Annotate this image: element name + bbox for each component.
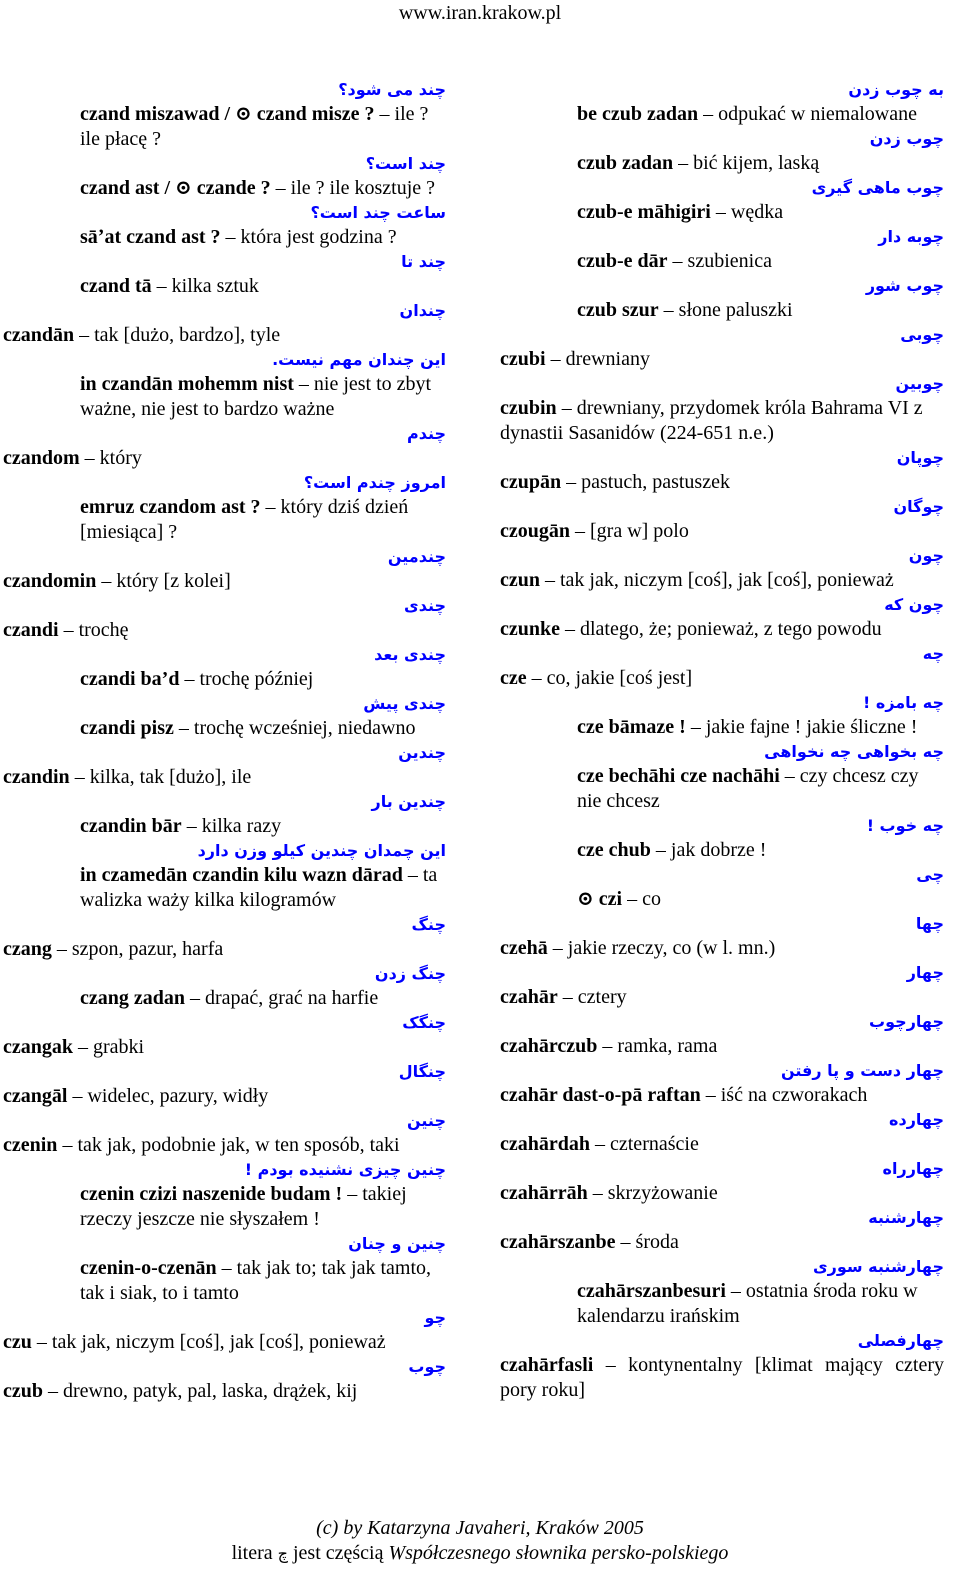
dictionary-entry	[3, 471, 446, 545]
translation: – co	[622, 888, 661, 910]
persian-headword: چنین و چنان	[348, 1234, 446, 1253]
persian-headword: چو	[424, 1308, 446, 1327]
entry-definition	[3, 937, 446, 962]
dictionary-entry	[3, 594, 446, 643]
persian-headword: چهارشنبه سوری	[812, 1257, 944, 1276]
transliteration: czahārfasli	[500, 1354, 594, 1376]
dictionary-entry	[3, 152, 446, 201]
transliteration: cze bechāhi cze nachāhi	[577, 765, 780, 787]
transliteration: czahārszanbesuri	[577, 1280, 726, 1302]
transliteration: czub szur	[577, 299, 659, 321]
transliteration: czunke	[500, 618, 560, 640]
dictionary-entry	[3, 1158, 446, 1232]
entry-definition	[3, 225, 446, 250]
dictionary-entry	[3, 962, 446, 1011]
translation: – środa	[615, 1231, 679, 1253]
persian-headword: چندی پیش	[363, 694, 446, 713]
transliteration: czandi	[3, 619, 59, 641]
entry-definition	[500, 985, 944, 1010]
persian-headword: چندین بار	[371, 792, 446, 811]
source-middle: jest częścią	[287, 1542, 389, 1564]
translation: – czy chcesz czy nie chcesz	[577, 765, 919, 812]
entry-definition	[3, 986, 446, 1011]
dictionary-entry	[3, 299, 446, 348]
source-line	[0, 1541, 960, 1566]
entry-definition	[500, 838, 944, 863]
persian-headword: چون	[908, 546, 944, 565]
translation: – trochę	[58, 619, 129, 641]
persian-headword: چندم	[406, 424, 446, 443]
translation: – jak dobrze !	[650, 839, 767, 861]
translation: – trochę później	[179, 668, 314, 690]
entry-definition	[3, 1133, 446, 1158]
dictionary-entry	[3, 643, 446, 692]
persian-headword: چندمین	[387, 547, 446, 566]
translation: – ile ? ile płacę ?	[80, 103, 429, 150]
entry-definition	[500, 396, 944, 446]
entry-definition	[3, 667, 446, 692]
entry-definition	[3, 569, 446, 594]
persian-headword: چه بامزه !	[863, 693, 944, 712]
dictionary-entry	[3, 790, 446, 839]
dictionary-entry	[3, 913, 446, 962]
dictionary-entry	[500, 691, 944, 740]
transliteration: czandin bār	[80, 815, 182, 837]
dictionary-entry	[500, 1329, 944, 1403]
transliteration: czandin	[3, 766, 70, 788]
entry-definition	[500, 1353, 944, 1403]
entry-definition	[3, 176, 446, 201]
dictionary-entry	[3, 201, 446, 250]
translation: – cztery	[557, 986, 627, 1008]
transliteration: czenin-o-czenān	[80, 1257, 217, 1279]
persian-headword: چوب	[408, 1357, 446, 1376]
entry-definition	[3, 323, 446, 348]
translation: – słone paluszki	[658, 299, 793, 321]
translation: – drewniany, przydomek króla Bahrama VI z dynastii Sasanidów (224-651 n.e.)	[500, 397, 923, 444]
copyright-line: (c) by Katarzyna Javaheri, Kraków 2005	[316, 1517, 644, 1539]
persian-headword: چوبین	[895, 374, 944, 393]
entry-definition	[500, 936, 944, 961]
persian-headword: چنگ زدن	[374, 964, 446, 983]
transliteration: czand miszawad / ⊙ czand misze ?	[80, 103, 375, 125]
dictionary-entry	[500, 544, 944, 593]
transliteration: czub-e dār	[577, 250, 668, 272]
dictionary-entry	[500, 446, 944, 495]
persian-headword: چهارراه	[882, 1159, 944, 1178]
dictionary-entry	[500, 593, 944, 642]
translation: – jakie fajne ! jakie śliczne !	[685, 716, 918, 738]
dictionary-entry	[3, 78, 446, 152]
translation: – drewno, patyk, pal, laska, drążek, kij	[43, 1380, 358, 1402]
entry-definition	[500, 617, 944, 642]
persian-headword: چنین چیزی نشنیده بودم !	[244, 1160, 446, 1179]
transliteration: cze	[500, 667, 527, 689]
dictionary-entry	[500, 1157, 944, 1206]
dictionary-entry	[500, 863, 944, 912]
transliteration: cze chub	[577, 839, 651, 861]
dictionary-entry	[500, 78, 944, 127]
translation: – bić kijem, laską	[673, 152, 820, 174]
entry-definition	[500, 887, 944, 912]
translation: – [gra w] polo	[570, 520, 689, 542]
translation: – tak jak, niczym [coś], jak [coś], ponieważ	[31, 1331, 386, 1353]
persian-headword: چوبی	[900, 325, 944, 344]
persian-headword: چندی	[404, 596, 446, 615]
transliteration: czandi ba’d	[80, 668, 180, 690]
entry-definition	[500, 200, 944, 225]
translation: – drapać, grać na harfie	[185, 987, 379, 1009]
transliteration: czand ast / ⊙ czande ?	[80, 177, 271, 199]
persian-headword: چه بخواهی چه نخواهی	[764, 742, 944, 761]
persian-headword: چندان	[399, 301, 446, 320]
transliteration: in czamedān czandin kilu wazn dārad	[80, 864, 403, 886]
entry-definition	[500, 151, 944, 176]
entry-definition	[500, 1230, 944, 1255]
transliteration: czahārczub	[500, 1035, 598, 1057]
persian-headword: امروز چندم است؟	[303, 473, 446, 492]
dictionary-entry	[500, 814, 944, 863]
persian-headword: چوپان	[896, 448, 944, 467]
dictionary-entry	[500, 176, 944, 225]
translation: – szubienica	[667, 250, 772, 272]
translation: – kilka sztuk	[151, 275, 259, 297]
transliteration: ⊙ czi	[577, 888, 623, 910]
translation: – który	[79, 447, 142, 469]
persian-headword: چوب شور	[865, 276, 944, 295]
dictionary-entry	[3, 422, 446, 471]
entry-definition	[3, 1379, 446, 1404]
persian-headword: چوبه دار	[878, 227, 944, 246]
dictionary-entry	[3, 1060, 446, 1109]
dictionary-entry	[500, 323, 944, 372]
dictionary-entry	[500, 1255, 944, 1329]
transliteration: czand tā	[80, 275, 152, 297]
entry-definition	[3, 863, 446, 913]
translation: – czternaście	[590, 1133, 699, 1155]
dictionary-entry	[3, 1011, 446, 1060]
translation: – ostatnia środa roku w kalendarzu irańskim	[577, 1280, 918, 1327]
transliteration: czandomin	[3, 570, 97, 592]
transliteration: czang zadan	[80, 987, 185, 1009]
translation: – tak jak to; tak jak tamto, tak i siak, to i tamto	[80, 1257, 432, 1304]
translation: – tak jak, niczym [coś], jak [coś], ponieważ	[540, 569, 894, 591]
dictionary-entry	[500, 1010, 944, 1059]
dictionary-entry	[3, 348, 446, 422]
entry-definition	[500, 347, 944, 372]
transliteration: sāʼat czand ast ?	[80, 226, 221, 248]
transliteration: czangak	[3, 1036, 73, 1058]
entry-definition	[500, 1132, 944, 1157]
transliteration: czahār	[500, 986, 558, 1008]
translation: – skrzyżowanie	[587, 1182, 718, 1204]
entry-definition	[3, 446, 446, 471]
translation: – szpon, pazur, harfa	[51, 938, 224, 960]
transliteration: czandān	[3, 324, 75, 346]
translation: – drewniany	[545, 348, 650, 370]
entry-definition	[500, 666, 944, 691]
entry-definition	[500, 1083, 944, 1108]
persian-headword: چهارشنبه	[868, 1208, 944, 1227]
transliteration: czubin	[500, 397, 557, 419]
persian-headword: چوب زدن	[869, 129, 944, 148]
entry-definition	[3, 716, 446, 741]
dictionary-entry	[500, 1108, 944, 1157]
persian-headword: چون که	[884, 595, 944, 614]
persian-headword: چهارچوب	[869, 1012, 944, 1031]
translation: – pastuch, pastuszek	[561, 471, 730, 493]
persian-headword: ساعت چند است؟	[310, 203, 446, 222]
entry-definition	[3, 274, 446, 299]
translation: – który dziś dzień [miesiąca] ?	[80, 496, 409, 543]
entry-definition	[500, 470, 944, 495]
transliteration: czenin czizi naszenide budam !	[80, 1183, 343, 1205]
transliteration: czub	[3, 1380, 43, 1402]
entry-definition	[3, 1330, 446, 1355]
translation: – odpukać w niemalowane	[698, 103, 917, 125]
translation: – widelec, pazury, widły	[67, 1085, 269, 1107]
translation: – co, jakie [coś jest]	[526, 667, 693, 689]
translation: – tak [dużo, bardzo], tyle	[74, 324, 281, 346]
dictionary-entry	[3, 1232, 446, 1306]
dictionary-title: Współczesnego słownika persko-polskiego	[388, 1542, 729, 1564]
translation: – iść na czworakach	[700, 1084, 868, 1106]
translation: – jakie rzeczy, co (w l. mn.)	[547, 937, 776, 959]
dictionary-entry	[500, 1059, 944, 1108]
translation: – która jest godzina ?	[220, 226, 397, 248]
entry-definition	[3, 618, 446, 643]
persian-headword: چه	[922, 644, 944, 663]
translation: – nie jest to zbyt ważne, nie jest to bardzo ważne	[80, 373, 432, 420]
transliteration: czahārrāh	[500, 1182, 588, 1204]
transliteration: czub-e māhigiri	[577, 201, 711, 223]
transliteration: czehā	[500, 937, 548, 959]
persian-headword: چنگ	[411, 915, 446, 934]
persian-headword: چنگک	[402, 1013, 446, 1032]
translation: – który [z kolei]	[96, 570, 231, 592]
translation: – dlatego, że; ponieważ, z tego powodu	[560, 618, 882, 640]
entry-definition	[500, 298, 944, 323]
dictionary-entry	[500, 740, 944, 814]
translation: – kilka, tak [dużo], ile	[69, 766, 252, 788]
persian-headword: چنین	[407, 1111, 446, 1130]
translation: – takiej rzeczy jeszcze nie słyszałem !	[80, 1183, 407, 1230]
transliteration: cze bāmaze !	[577, 716, 686, 738]
persian-headword: چهارفصلی	[857, 1331, 944, 1350]
persian-headword: این چمدان چندین کیلو وزن دارد	[197, 841, 446, 860]
dictionary-entry	[500, 495, 944, 544]
persian-headword: به چوب زدن	[848, 80, 944, 99]
transliteration: czandi pisz	[80, 717, 174, 739]
dictionary-entry	[500, 1206, 944, 1255]
letter-glyph: چ	[277, 1544, 288, 1563]
entry-definition	[3, 1084, 446, 1109]
entry-definition	[500, 1181, 944, 1206]
right-column	[500, 78, 944, 1403]
translation: – tak jak, podobnie jak, w ten sposób, taki	[57, 1134, 400, 1156]
translation: – ramka, rama	[597, 1035, 718, 1057]
translation: – trochę wcześniej, niedawno	[173, 717, 416, 739]
dictionary-entry	[500, 961, 944, 1010]
entry-definition	[500, 764, 944, 814]
entry-definition	[500, 1034, 944, 1059]
dictionary-entry	[3, 250, 446, 299]
entry-definition	[500, 249, 944, 274]
entry-definition	[3, 765, 446, 790]
transliteration: czu	[3, 1331, 32, 1353]
persian-headword: چند است؟	[365, 154, 446, 173]
dictionary-entry	[3, 1306, 446, 1355]
translation: – kontynentalny [klimat mający cztery pory roku]	[500, 1354, 944, 1401]
translation: – wędka	[710, 201, 784, 223]
entry-definition	[3, 102, 446, 152]
transliteration: czenin	[3, 1134, 58, 1156]
transliteration: czubi	[500, 348, 546, 370]
transliteration: be czub zadan	[577, 103, 699, 125]
transliteration: czahārdah	[500, 1133, 590, 1155]
persian-headword: چهار دست و پا رفتن	[780, 1061, 944, 1080]
dictionary-entry	[500, 127, 944, 176]
translation: – ile ? ile kosztuje ?	[270, 177, 436, 199]
persian-headword: چندین	[398, 743, 446, 762]
entry-definition	[500, 102, 944, 127]
dictionary-entry	[3, 1109, 446, 1158]
translation: – ta walizka waży kilka kilogramów	[80, 864, 438, 911]
dictionary-entry	[3, 1355, 446, 1404]
entry-definition	[500, 715, 944, 740]
persian-headword: چوگان	[893, 497, 944, 516]
persian-headword: چندی بعد	[374, 645, 446, 664]
transliteration: emruz czandom ast ?	[80, 496, 261, 518]
dictionary-entry	[3, 692, 446, 741]
transliteration: czahārszanbe	[500, 1231, 616, 1253]
transliteration: czub zadan	[577, 152, 674, 174]
dictionary-entry	[500, 912, 944, 961]
translation: – grabki	[73, 1036, 145, 1058]
entry-definition	[500, 1279, 944, 1329]
transliteration: czougān	[500, 520, 570, 542]
persian-headword: این چندان مهم نیست.	[272, 350, 446, 369]
entry-definition	[500, 519, 944, 544]
transliteration: czupān	[500, 471, 562, 493]
persian-headword: چند می شود؟	[338, 80, 446, 99]
transliteration: in czandān mohemm nist	[80, 373, 294, 395]
persian-headword: چه خوب !	[866, 816, 944, 835]
transliteration: czahār dast-o-pā raftan	[500, 1084, 701, 1106]
dictionary-entry	[500, 642, 944, 691]
source-prefix: litera	[231, 1542, 278, 1564]
entry-definition	[3, 372, 446, 422]
dictionary-entry	[500, 372, 944, 446]
dictionary-entry	[3, 741, 446, 790]
entry-definition	[3, 495, 446, 545]
entry-definition	[3, 1035, 446, 1060]
left-column	[3, 78, 446, 1404]
persian-headword: چنگال	[398, 1062, 446, 1081]
site-url-header: www.iran.krakow.pl	[398, 2, 562, 24]
persian-headword: چوب ماهی گیری	[811, 178, 944, 197]
transliteration: czandom	[3, 447, 80, 469]
page-footer	[0, 1516, 960, 1566]
dictionary-entry	[500, 274, 944, 323]
transliteration: czun	[500, 569, 540, 591]
persian-headword: چهار	[906, 963, 944, 982]
dictionary-entry	[500, 225, 944, 274]
persian-headword: چند تا	[401, 252, 446, 271]
dictionary-entry	[3, 545, 446, 594]
transliteration: czangāl	[3, 1085, 68, 1107]
entry-definition	[3, 814, 446, 839]
dictionary-entry	[3, 839, 446, 913]
transliteration: czang	[3, 938, 52, 960]
translation: – kilka razy	[181, 815, 282, 837]
entry-definition	[3, 1182, 446, 1232]
persian-headword: چها	[915, 914, 944, 933]
entry-definition	[3, 1256, 446, 1306]
persian-headword: چی	[916, 865, 944, 884]
persian-headword: چهارده	[889, 1110, 944, 1129]
entry-definition	[500, 568, 944, 593]
